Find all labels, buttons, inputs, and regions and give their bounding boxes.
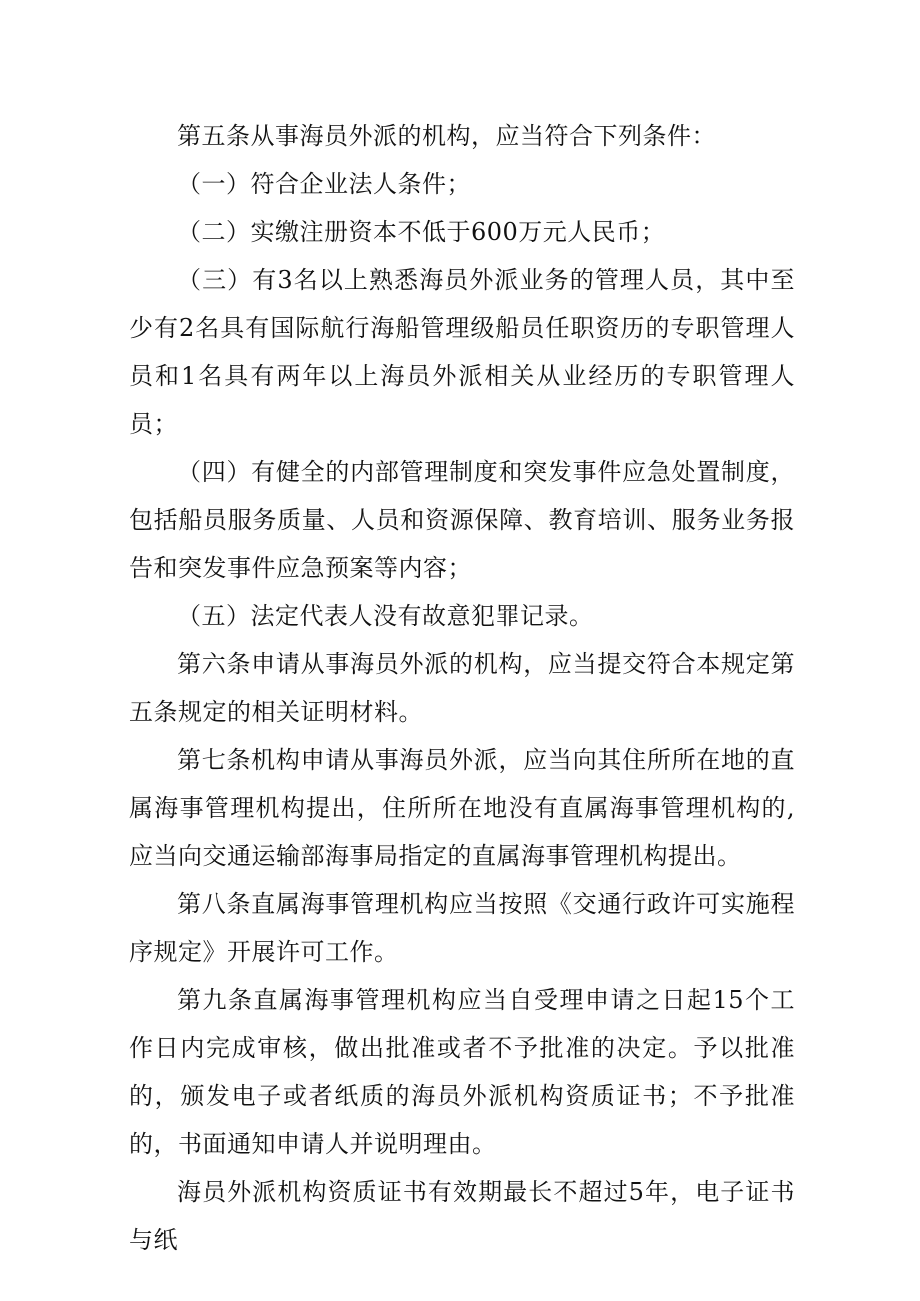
paragraph-condition-5: （五）法定代表人没有故意犯罪记录。 [177, 602, 594, 630]
document-body [129, 112, 795, 1264]
paragraph-article-5: 第五条从事海员外派的机构，应当符合下列条件： [177, 122, 716, 150]
paragraph-article-7: 第七条机构申请从事海员外派，应当向其住所所在地的直属海事管理机构提出，住所所在地没有直属海事管理机构的,应当向交通运输部海事局指定的直属海事管理机构提出。 [129, 746, 795, 870]
paragraph-condition-2: （二）实缴注册资本不低于600万元人民币； [177, 218, 666, 246]
paragraph-certificate-validity: 海员外派机构资质证书有效期最长不超过5年，电子证书与纸 [129, 1178, 795, 1254]
paragraph-condition-4: （四）有健全的内部管理制度和突发事件应急处置制度，包括船员服务质量、人员和资源保障、教育培训、服务业务报告和突发事件应急预案等内容； [129, 458, 795, 582]
paragraph-article-6: 第六条申请从事海员外派的机构，应当提交符合本规定第五条规定的相关证明材料。 [129, 650, 795, 726]
paragraph-condition-3: （三）有3名以上熟悉海员外派业务的管理人员，其中至少有2名具有国际航行海船管理级船员任职资历的专职管理人员和1名具有两年以上海员外派相关从业经历的专职管理人员； [129, 266, 795, 438]
paragraph-article-9: 第九条直属海事管理机构应当自受理申请之日起15个工作日内完成审核，做出批准或者不予批准的决定。予以批准的，颁发电子或者纸质的海员外派机构资质证书；不予批准的，书面通知申请人并说明理由。 [129, 986, 795, 1158]
paragraph-article-8: 第八条直属海事管理机构应当按照《交通行政许可实施程序规定》开展许可工作。 [129, 890, 795, 966]
paragraph-condition-1: （一）符合企业法人条件； [177, 170, 471, 198]
